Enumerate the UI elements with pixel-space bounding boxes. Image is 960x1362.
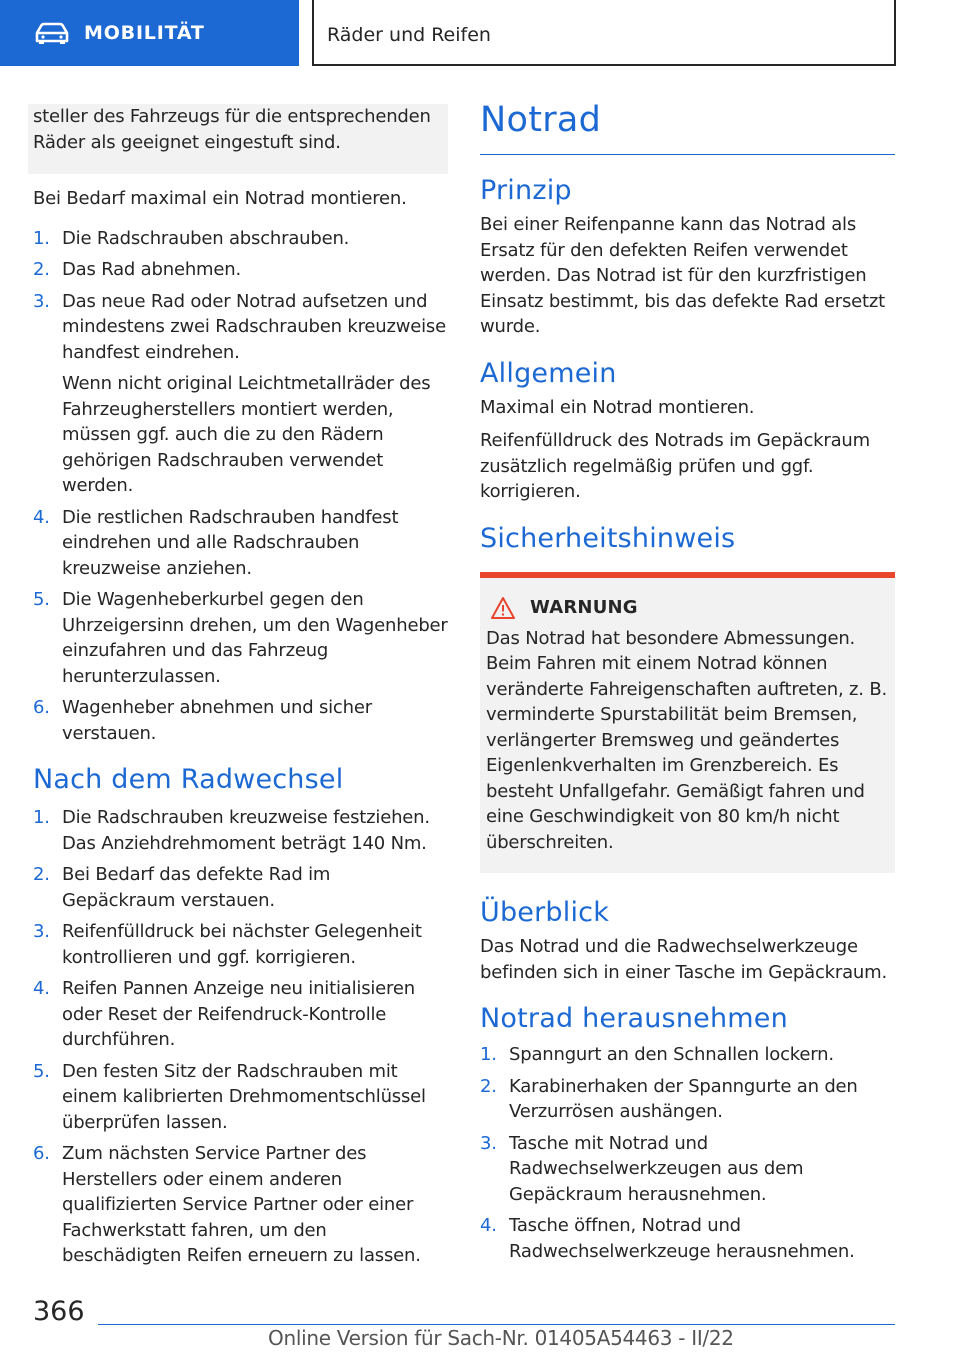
warning-title: WARNUNG — [530, 597, 638, 618]
list-item: 1. Spanngurt an den Schnallen lockern. — [480, 1044, 834, 1065]
list-item: 2. Karabinerhaken der Spanngurte an den Verzurrösen aushängen. — [480, 1075, 858, 1122]
warning-header — [486, 596, 887, 620]
warning-box — [480, 572, 895, 874]
car-icon — [34, 21, 70, 45]
list-item: 5. Den festen Sitz der Radschrauben mit einem kalibrierten Drehmomentschlüssel überprüfen lassen. — [33, 1060, 426, 1133]
right-column — [480, 100, 895, 1270]
step-subtext: Wenn nicht original Leichtmetallräder des Fahrzeugherstellers montiert werden, müssen ggf. auch die zu den Rädern gehörigen Radschrauben verwendet werden. — [62, 373, 431, 496]
footer-divider — [98, 1324, 895, 1325]
wheel-change-steps — [33, 226, 448, 747]
footer-online-text: Online Version für Sach-Nr. 01405A54463 - II/22 — [268, 1326, 734, 1350]
chapter-title: Räder und Reifen — [327, 24, 491, 46]
list-item: 1. Die Radschrauben kreuzweise festziehen. Das Anziehdrehmoment beträgt 140 Nm. — [33, 807, 430, 854]
overview-heading: Überblick — [480, 897, 610, 928]
list-item: 6. Wagenheber abnehmen und sicher verstauen. — [33, 697, 372, 744]
note-box — [28, 104, 448, 174]
after-change-heading: Nach dem Radwechsel — [33, 764, 344, 795]
list-item: 4. Reifen Pannen Anzeige neu initialisieren oder Reset der Reifendruck-Kontrolle durchführen. — [33, 978, 415, 1050]
warning-triangle-icon — [490, 596, 516, 620]
general-text-2: Reifenfülldruck des Notrads im Gepäckraum zusätzlich regelmäßig prüfen und ggf. korrigieren. — [480, 430, 870, 502]
list-item: 2. Bei Bedarf das defekte Rad im Gepäckraum verstauen. — [33, 864, 331, 911]
list-item: 1. Die Radschrauben abschrauben. — [33, 227, 350, 249]
list-item: 4. Die restlichen Radschrauben handfest eindrehen und alle Radschrauben kreuzweise anziehen. — [33, 506, 399, 579]
principle-heading: Prinzip — [480, 175, 572, 206]
chapter-header — [312, 0, 896, 66]
list-item: 4. Tasche öffnen, Notrad und Radwechselwerkzeuge herausnehmen. — [480, 1215, 855, 1262]
step-text: Das neue Rad oder Notrad aufsetzen und mindestens zwei Radschrauben kreuzweise handfest eindrehen. — [62, 290, 446, 363]
principle-text: Bei einer Reifenpanne kann das Notrad als Ersatz für den defekten Reifen verwendet werden. Das Notrad ist für den kurzfristigen Einsatz bestimmt, bis das defekte Rad ersetzt wurde. — [480, 214, 885, 337]
list-item: 3. Das neue Rad oder Notrad aufsetzen und mindestens zwei Radschrauben kreuzweise handfest eindrehen. Wenn nicht original Leichtmetallräder des Fahrzeugherstellers montiert werden, müssen ggf. auch die zu den Rädern gehörigen Radschrauben verwendet werden. — [33, 289, 448, 499]
safety-heading: Sicherheitshinweis — [480, 522, 736, 554]
after-change-steps — [33, 805, 448, 1269]
page-number: 366 — [33, 1296, 85, 1327]
remove-steps — [480, 1042, 895, 1264]
list-item: 6. Zum nächsten Service Partner des Herstellers oder einem anderen qualifizierten Service Partner oder einer Fachwerkstatt fahren, um den beschädigten Reifen erneuern zu lassen. — [33, 1143, 421, 1266]
general-heading: Allgemein — [480, 357, 617, 389]
general-text-1: Maximal ein Notrad montieren. — [480, 396, 755, 418]
overview-text: Das Notrad und die Radwechselwerkzeuge befinden sich in einer Tasche im Gepäckraum. — [480, 936, 887, 983]
list-item: 5. Die Wagenheberkurbel gegen den Uhrzeigersinn drehen, um den Wagenheber einzufahren und das Fahrzeug herunterzulassen. — [33, 589, 448, 687]
list-item: 3. Tasche mit Notrad und Radwechselwerkzeugen aus dem Gepäckraum herausnehmen. — [480, 1132, 804, 1205]
section-tab — [0, 0, 299, 66]
list-item: 2. Das Rad abnehmen. — [33, 259, 241, 280]
section-label: MOBILITÄT — [84, 22, 205, 44]
page-title: Notrad — [480, 100, 895, 155]
remove-heading: Notrad herausnehmen — [480, 1003, 788, 1034]
left-column — [33, 104, 448, 1275]
list-item: 3. Reifenfülldruck bei nächster Gelegenheit kontrollieren und ggf. korrigieren. — [33, 921, 422, 968]
warning-text: Das Notrad hat besondere Abmessungen. Beim Fahren mit einem Notrad können veränderte Fahreigenschaften auftreten, z. B. verminderte Spurstabilität beim Bremsen, verlängerter Bremsweg und geändertes Eigenlenkverhalten im Grenzbereich. Es besteht Unfallgefahr. Gemäßigt fahren und eine Geschwindigkeit von 80 km/h nicht überschreiten. — [486, 627, 887, 853]
intro-text: Bei Bedarf maximal ein Notrad montieren. — [33, 188, 407, 209]
note-text: steller des Fahrzeugs für die entsprechenden Räder als geeignet eingestuft sind. — [33, 106, 431, 153]
